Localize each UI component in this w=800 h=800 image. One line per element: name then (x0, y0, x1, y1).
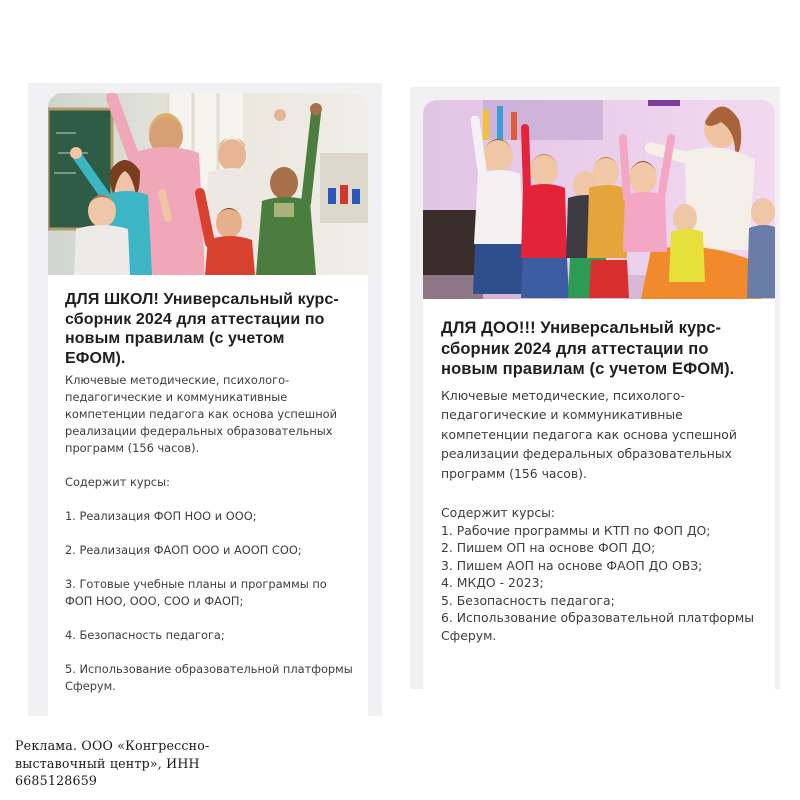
list-item: 1. Реализация ФОП НОО и ООО; (65, 509, 257, 523)
card-description: Ключевые методические, психолого-педагогические и коммуникативные компетенции педагога как основа успешной реализации федеральных образовательных программ (156 часов). (441, 387, 737, 481)
courses-heading: Содержит курсы: (441, 505, 556, 520)
course-card-schools[interactable] (48, 93, 368, 716)
list-item: 6. Использование образовательной платформы Сферум. (441, 610, 755, 643)
list-item: 4. МКДО - 2023; (441, 575, 544, 590)
ad-disclaimer: Реклама. ООО «Конгрессно-выставочный центр», ИНН 6685128659 (15, 738, 210, 788)
list-item: 2. Реализация ФАОП ООО и АООП СОО; (65, 543, 302, 557)
list-item: 5. Использование образовательной платформы Сферум. (65, 662, 353, 693)
list-item: 1. Рабочие программы и КТП по ФОП ДО; (441, 522, 711, 538)
card-title: ДЛЯ ДОО!!! Универсальный курс-сборник 2024 для аттестации по новым правилам (с учетом ЕФОМ). (441, 319, 735, 378)
course-list (441, 522, 761, 645)
courses-heading: Содержит курсы: (65, 475, 170, 489)
list-item: 2. Пишем ОП на основе ФОП ДО; (441, 540, 656, 555)
list-item: 5. Безопасность педагога; (441, 592, 615, 608)
card-title: ДЛЯ ШКОЛ! Универсальный курс-сборник 2024 для аттестации по новым правилам (с учетом ЕФОМ). (65, 291, 339, 367)
list-item: 4. Безопасность педагога; (65, 628, 225, 642)
list-item: 3. Пишем АОП на основе ФАОП ДО ОВЗ; (441, 557, 703, 573)
card-description: Ключевые методические, психолого-педагогические и коммуникативные компетенции педагога как основа успешной реализации федеральных образовательных программ (156 часов). (65, 373, 338, 455)
kindergarten-photo (423, 100, 775, 299)
list-item: 3. Готовые учебные планы и программы по ФОП НОО, ООО, СОО и ФАОП; (65, 577, 327, 608)
schoolchildren-photo (48, 93, 368, 275)
course-list (65, 508, 355, 695)
course-card-preschool[interactable] (423, 100, 775, 689)
